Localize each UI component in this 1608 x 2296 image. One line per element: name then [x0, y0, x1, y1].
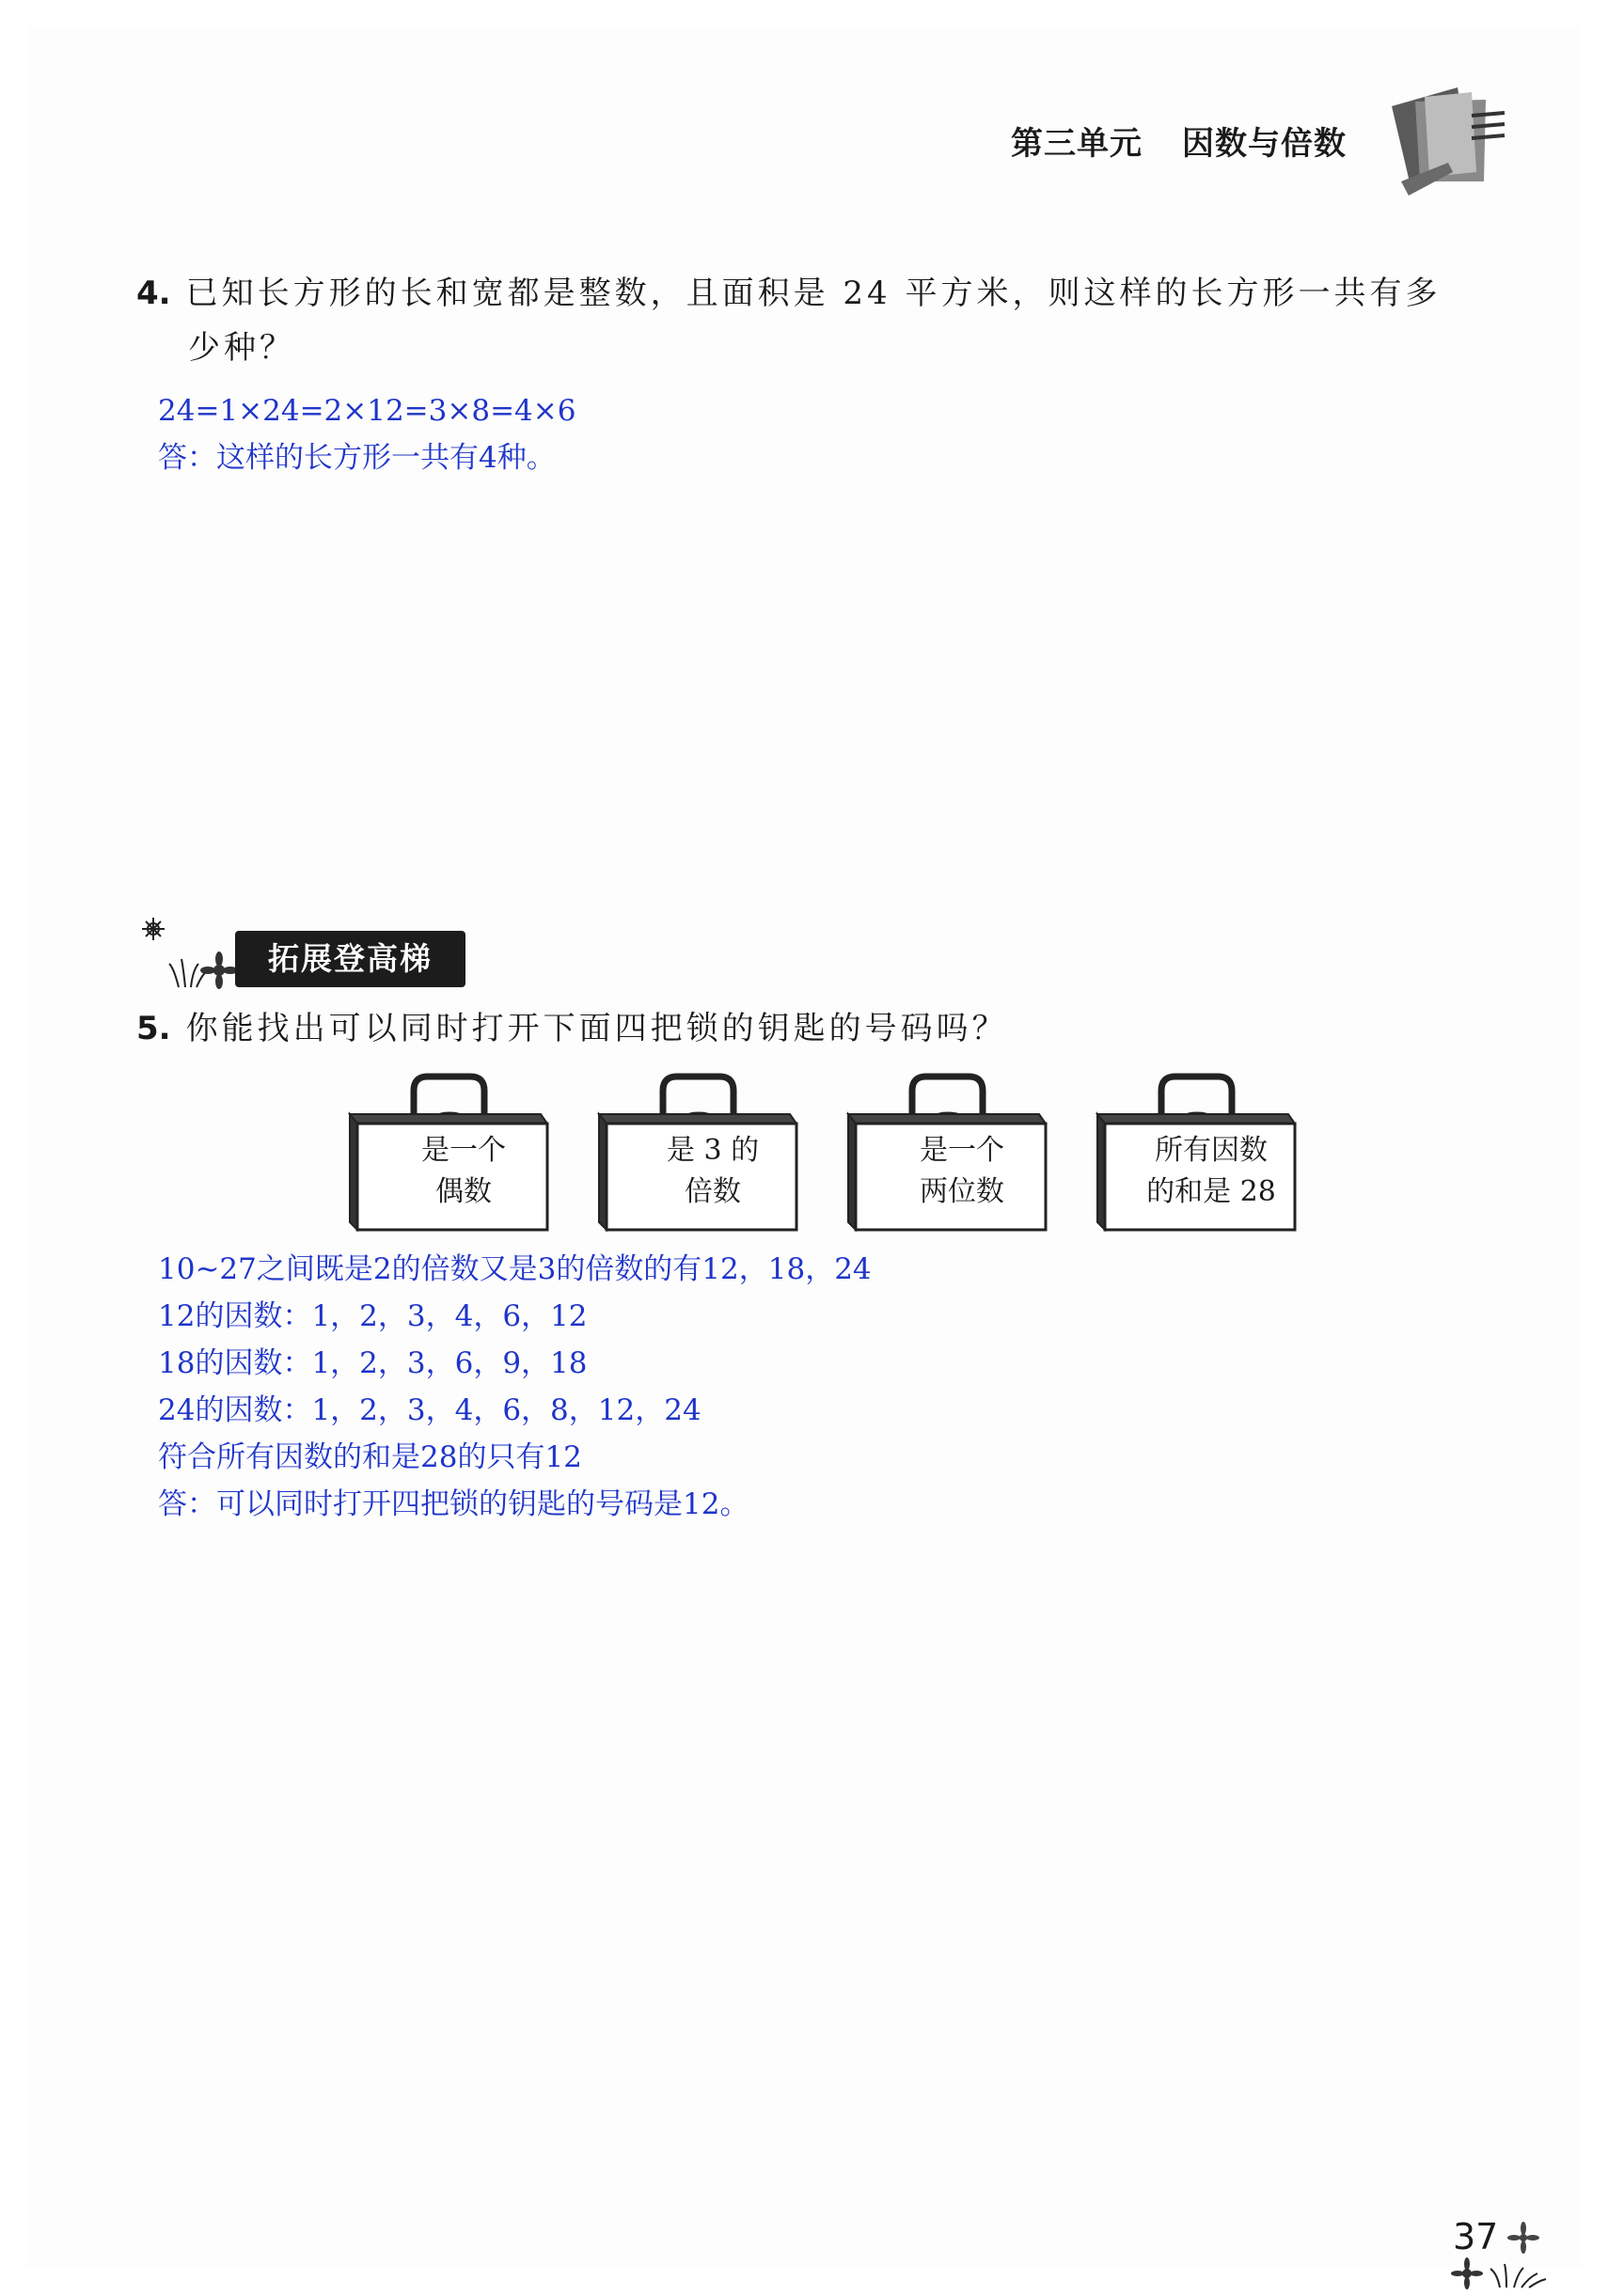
question-number: 5.	[136, 1010, 171, 1047]
header-notebook-icon	[1382, 83, 1509, 204]
header-topic: 因数与倍数	[1182, 125, 1347, 163]
flower-icon	[1505, 2219, 1542, 2260]
answer-line: 10~27之间既是2的倍数又是3的倍数的有12，18，24	[158, 1252, 872, 1286]
answer-line: 12的因数：1，2，3，4，6，12	[158, 1299, 588, 1333]
lock-1	[348, 1072, 550, 1232]
lock-2	[597, 1072, 799, 1232]
answer-line: 24的因数：1，2，3，4，6，8，12，24	[158, 1393, 702, 1427]
lock-label-line2: 两位数	[920, 1175, 1004, 1208]
answer-4	[158, 387, 575, 481]
question-text: 你能找出可以同时打开下面四把锁的钥匙的号码吗？	[185, 1010, 1008, 1047]
header-unit: 第三单元	[1011, 125, 1143, 163]
section-title: 拓展登高梯	[235, 931, 465, 987]
lock-4	[1096, 1072, 1298, 1232]
answer-line: 18的因数：1，2，3，6，9，18	[158, 1346, 588, 1380]
lock-label-line1: 是 3 的	[666, 1134, 760, 1167]
lock-label-line2: 倍数	[685, 1175, 741, 1208]
question-number: 4.	[136, 275, 171, 312]
lock-label-line1: 是一个	[920, 1134, 1004, 1167]
lock-3	[846, 1072, 1048, 1232]
flower-grass-icon	[136, 912, 240, 997]
lock-label-line2: 的和是 28	[1146, 1175, 1276, 1208]
answer-line: 答：可以同时打开四把锁的钥匙的号码是12。	[158, 1487, 749, 1521]
section-banner	[136, 912, 433, 1000]
lock-label-line1: 是一个	[421, 1134, 506, 1167]
answer-line: 24=1×24=2×12=3×8=4×6	[158, 394, 576, 428]
answer-line: 答：这样的长方形一共有4种。	[158, 441, 556, 475]
question-text: 已知长方形的长和宽都是整数，且面积是 24 平方米，则这样的长方形一共有多	[185, 275, 1442, 312]
lock-label-line2: 偶数	[435, 1175, 492, 1208]
question-5	[136, 1001, 1472, 1056]
page-header	[1011, 118, 1347, 164]
question-4	[136, 266, 1472, 375]
answer-5	[158, 1246, 872, 1528]
question-text-cont: 少种？	[188, 329, 295, 367]
lock-label-line1: 所有因数	[1155, 1134, 1268, 1167]
answer-line: 符合所有因数的和是28的只有12	[158, 1440, 582, 1474]
page-number: 37	[1453, 2216, 1499, 2257]
